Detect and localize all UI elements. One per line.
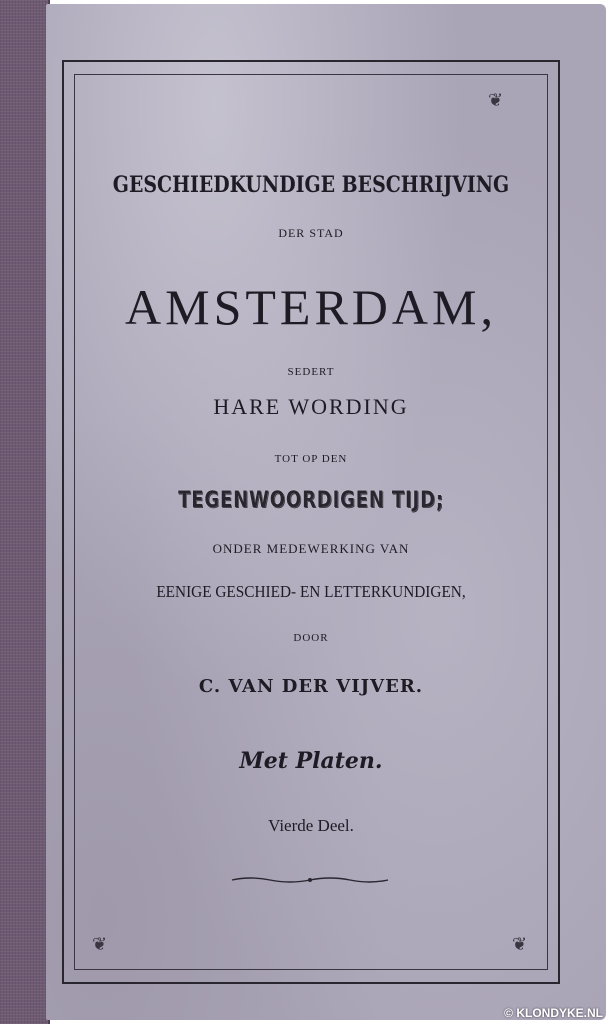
- title-line-met-platen: Met Platen.: [239, 748, 383, 774]
- volume-label: Vierde Deel.: [268, 816, 354, 835]
- corner-ornament-bottom-left-icon: ❦: [92, 934, 108, 955]
- title-line-sedert: SEDERT: [287, 366, 335, 378]
- title-line-door: DOOR: [293, 632, 329, 644]
- title-line-der-stad: DER STAD: [278, 226, 344, 240]
- title-line-onder-medewerking: ONDER MEDEWERKING VAN: [212, 541, 410, 556]
- corner-ornament-top-right-icon: ❦: [488, 90, 504, 111]
- title-line-tegenwoordigen-tijd: TEGENWOORDIGEN TIJD;: [178, 488, 444, 513]
- author-name: C. VAN DER VIJVER.: [198, 676, 424, 697]
- watermark: © KLONDYKE.NL: [504, 1006, 603, 1020]
- corner-ornament-bottom-right-icon: ❦: [512, 934, 528, 955]
- decorative-rule-icon: [230, 876, 390, 884]
- cloth-spine: [0, 0, 50, 1024]
- title-line-tot-op-den: TOT OP DEN: [274, 453, 348, 465]
- title-line-eenige-geschied: EENIGE GESCHIED- EN LETTERKUNDIGEN,: [156, 582, 466, 601]
- title-line-geschiedkundige: GESCHIEDKUNDIGE BESCHRIJVING: [112, 172, 510, 198]
- title-line-hare-wording: HARE WORDING: [213, 394, 409, 419]
- title-line-amsterdam: AMSTERDAM,: [125, 279, 497, 335]
